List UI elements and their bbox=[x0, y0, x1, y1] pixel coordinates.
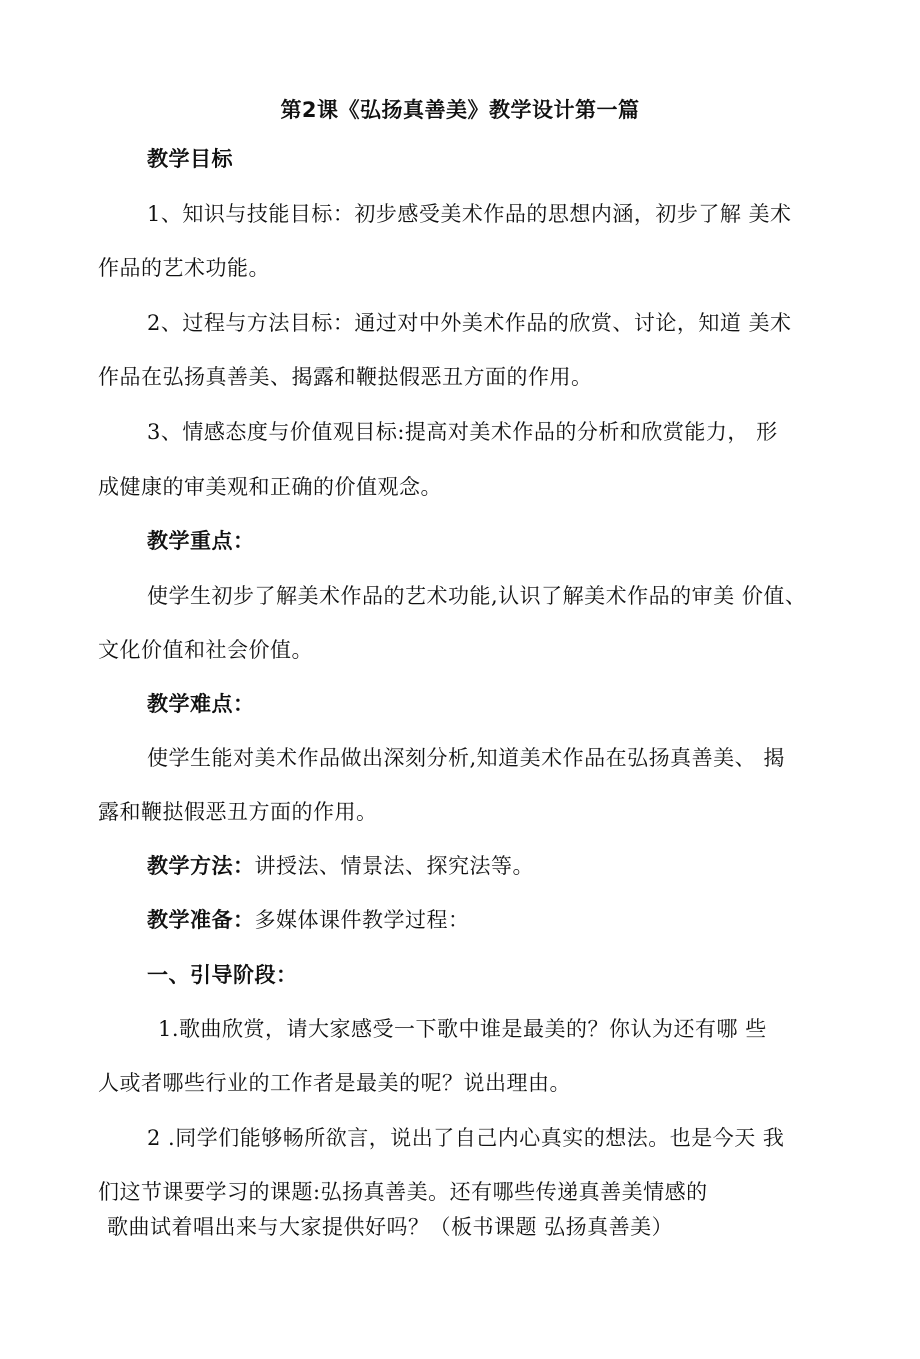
objective-2-line-2: 作品在弘扬真善美、揭露和鞭挞假恶丑方面的作用。 bbox=[98, 365, 593, 389]
difficulties-heading: 教学难点： bbox=[147, 692, 255, 716]
step-2-line-3: 歌曲试着唱出来与大家提供好吗？（板书课题 弘扬真善美） bbox=[107, 1215, 674, 1239]
key-points-line-2: 文化价值和社会价值。 bbox=[98, 638, 313, 662]
difficulties-line-2: 露和鞭挞假恶丑方面的作用。 bbox=[98, 800, 378, 824]
prep-label: 教学准备： bbox=[147, 908, 255, 932]
methods-text: 讲授法、情景法、探究法等。 bbox=[254, 854, 534, 878]
step-1-line-2: 人或者哪些行业的工作者是最美的呢？说出理由。 bbox=[98, 1071, 571, 1095]
key-points-heading: 教学重点： bbox=[147, 529, 255, 553]
step-1-line-1: 1.歌曲欣赏，请大家感受一下歌中谁是最美的？你认为还有哪 些 bbox=[158, 1017, 767, 1041]
objectives-heading: 教学目标 bbox=[147, 147, 233, 171]
objective-1-line-2: 作品的艺术功能。 bbox=[98, 256, 270, 280]
key-points-line-1: 使学生初步了解美术作品的艺术功能,认识了解美术作品的审美 价值、 bbox=[147, 584, 807, 608]
prep-text: 多媒体课件教学过程： bbox=[254, 908, 470, 932]
methods-label: 教学方法： bbox=[147, 854, 255, 878]
objective-2-line-1: 2、过程与方法目标：通过对中外美术作品的欣赏、讨论，知道 美术 bbox=[147, 311, 792, 335]
prep-row bbox=[147, 905, 470, 935]
methods-row bbox=[147, 851, 534, 881]
stage-1-heading: 一、引导阶段： bbox=[147, 963, 298, 987]
objective-3-line-1: 3、情感态度与价值观目标:提高对美术作品的分析和欣赏能力， 形 bbox=[147, 420, 778, 444]
objective-3-line-2: 成健康的审美观和正确的价值观念。 bbox=[98, 475, 442, 499]
objective-1-line-1: 1、知识与技能目标：初步感受美术作品的思想内涵，初步了解 美术 bbox=[147, 202, 792, 226]
document-title: 第2课《弘扬真善美》教学设计第一篇 bbox=[280, 98, 640, 122]
step-2-line-1: 2 .同学们能够畅所欲言，说出了自己内心真实的想法。也是今天 我 bbox=[147, 1126, 785, 1150]
difficulties-line-1: 使学生能对美术作品做出深刻分析,知道美术作品在弘扬真善美、 揭 bbox=[147, 746, 785, 770]
step-2-line-2: 们这节课要学习的课题:弘扬真善美。还有哪些传递真善美情感的 bbox=[98, 1180, 708, 1204]
